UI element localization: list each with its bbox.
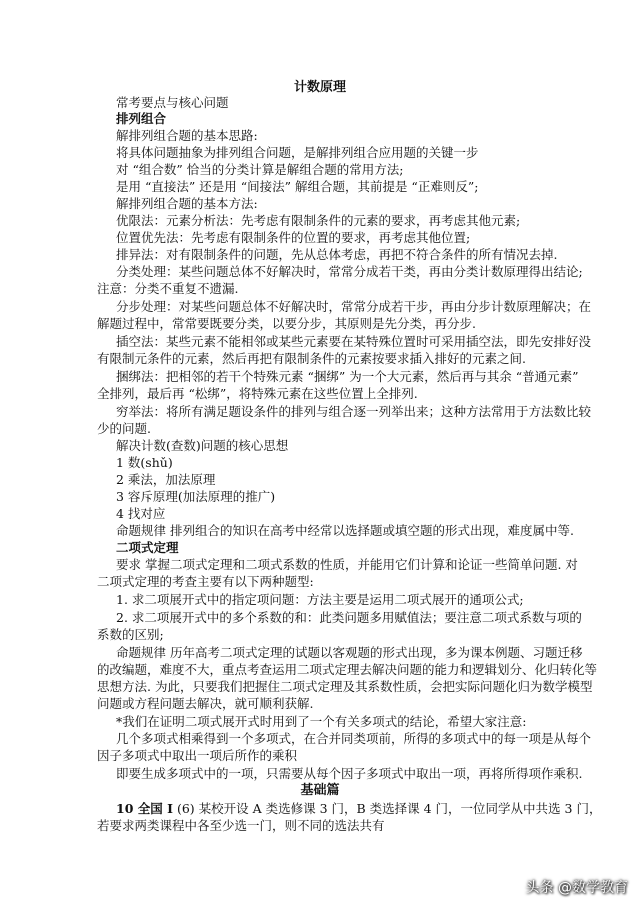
watermark (524, 877, 628, 897)
text-line: 解排列组合题的基本思路: (116, 128, 258, 143)
text-line: 分步处理：对某些问题总体不好解决时，常常分成若干步，再由分步计数原理解决；在 (116, 299, 592, 314)
heading-binomial: 二项式定理 (116, 540, 179, 555)
text-line: 少的问题. (97, 421, 151, 436)
page-title: 计数原理 (293, 80, 346, 95)
text-line: 二项式定理的考查主要有以下两种题型: (97, 574, 314, 589)
text-line: 有限制元条件的元素，然后再把有限制条件的元素按要求插入排好的元素之间. (97, 351, 526, 366)
text-line: 问题或方程问题去解决，就可顺利获解. (97, 696, 314, 711)
text-line: 命题规律 排列组合的知识在高考中经常以选择题或填空题的形式出现，难度属中等. (116, 523, 574, 538)
text-line: 几个多项式相乘得到一个多项式，在合并同类项前，所得的多项式中的每一项是从每个 (116, 731, 592, 746)
text-line: 因子多项式中取出一项后所作的乘积 (97, 748, 298, 763)
text-line: 即要生成多项式中的一项，只需要从每个因子多项式中取出一项，再将所得项作乘积. (116, 766, 583, 781)
heading-basics: 基础篇 (300, 783, 340, 798)
text-line: 解决计数(查数)问题的核心思想 (116, 438, 289, 453)
text-line: 排异法：对有限制条件的问题，先从总体考虑，再把不符合条件的所有情况去掉. (116, 247, 558, 262)
watermark-text: 头条 @数学教育 (525, 880, 628, 896)
text-line: 注意：分类不重复不遗漏. (97, 281, 239, 296)
list-item: 2. 求二项展开式中的多个系数的和：此类问题多用赋值法；要注意二项式系数与项的 (116, 610, 582, 625)
text-line: 穷举法：将所有满足题设条件的排列与组合逐一列举出来；这种方法常用于方法数比较 (116, 404, 592, 419)
text-line: 对 “组合数” 恰当的分类计算是解组合题的常用方法; (116, 162, 404, 177)
text-line: 优限法：元素分析法：先考虑有限制条件的元素的要求，再考虑其他元素; (116, 213, 521, 228)
list-item: 1 数(shǔ) (116, 455, 173, 470)
list-item: 4 找对应 (116, 506, 166, 521)
text-line: 全排列，最后再 “松绑”，将特殊元素在这些位置上全排列. (97, 386, 418, 401)
text-line: 若要求两类课程中各至少选一门，则不同的选法共有 (97, 818, 385, 833)
question-line (116, 801, 602, 817)
text-line: 将具体问题抽象为排列组合问题，是解排列组合应用题的关键一步 (116, 145, 479, 160)
text-line: 解题过程中，常常要既要分类，以要分步，其原则是先分类，再分步. (97, 316, 476, 331)
heading-permutation: 排列组合 (116, 111, 167, 126)
question-source: 10 全国 Ⅰ (116, 801, 173, 816)
text-line: 系数的区别; (97, 627, 164, 642)
list-item: 1. 求二项展开式中的指定项问题：方法主要是运用二项式展开的通项公式; (116, 592, 524, 607)
list-item: 3 容斥原理(加法原理的推广) (116, 489, 276, 504)
section-intro: 常考要点与核心问题 (116, 95, 229, 110)
list-item: 2 乘法，加法原理 (116, 472, 216, 487)
text-line: 要求 掌握二项式定理和二项式系数的性质，并能用它们计算和论证一些简单问题. 对 (116, 557, 578, 572)
text-line: 解排列组合题的基本方法: (116, 196, 258, 211)
text-line: 位置优先法：先考虑有限制条件的位置的要求，再考虑其他位置; (116, 230, 471, 245)
text-line: 思想方法. 为此，只要我们把握住二项式定理及其系数性质，会把实际问题化归为数学模型 (97, 679, 593, 694)
text-line: 是用 “直接法” 还是用 “间接法” 解组合题，其前提是 “正难则反”; (116, 179, 479, 194)
text-line: 命题规律 历年高考二项式定理的试题以客观题的形式出现，多为课本例题、习题迁移 (116, 645, 583, 660)
text-line: 的改编题，难度不大，重点考查运用二项式定理去解决问题的能力和逻辑划分、化归转化等 (97, 662, 598, 677)
text-line: 分类处理：某些问题总体不好解决时，常常分成若干类，再由分类计数原理得出结论; (116, 264, 583, 279)
question-text: (6) 某校开设 A 类选修课 3 门，B 类选择课 4 门，一位同学从中共选 3 门， (176, 801, 602, 816)
text-line: 捆绑法：把相邻的若干个特殊元素 “捆绑” 为一个大元素，然后再与其余 “普通元素” (116, 369, 579, 384)
text-line: 插空法：某些元素不能相邻或某些元素要在某特殊位置时可采用插空法，即先安排好没 (116, 334, 592, 349)
text-line: *我们在证明二项式展开式时用到了一个有关多项式的结论，希望大家注意: (116, 714, 527, 729)
